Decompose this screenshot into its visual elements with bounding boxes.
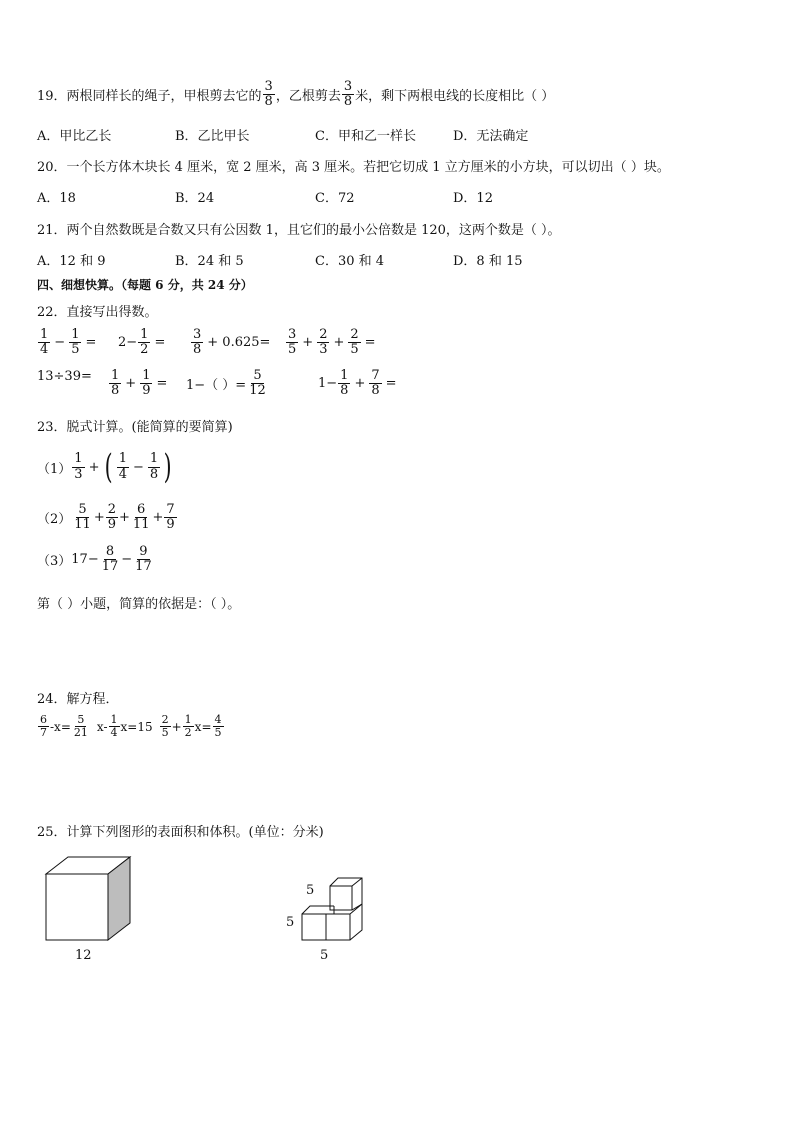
q22-expr-2: 2− $\frac{1}{2}$ = [118, 327, 166, 358]
q21-option-d[interactable]: D．8 和 15 [453, 254, 523, 269]
fig2-bottom-label: 5 [320, 948, 329, 963]
cube-front-face [46, 874, 108, 940]
q22-expr-4: $\frac{3}{5}$ + $\frac{2}{3}$ + $\frac{2}{5}$ = [288, 327, 376, 358]
q22-expr-8: 1− $\frac{1}{8}$ + $\frac{7}{8}$ = [318, 368, 397, 399]
cube-edge-label: 12 [75, 948, 92, 963]
q19-option-c[interactable]: C．甲和乙一样长 [315, 129, 416, 144]
q23-part-2: （2） $\frac{5}{11}$ + $\frac{2}{9}$ + $\frac{6}{11}$ + $\frac{7}{9}$ [37, 502, 175, 533]
q22-expr-5: 13÷39= [37, 369, 92, 384]
left-cube-top [302, 906, 334, 914]
cube-figure [40, 852, 140, 947]
q20-option-c[interactable]: C．72 [315, 191, 355, 206]
q22-expr-3: $\frac{3}{8}$ + 0.625= [193, 327, 271, 358]
q21-stem: 21．两个自然数既是合数又只有公因数 1，且它们的最小公倍数是 120，这两个数是（ ）。 [37, 223, 561, 238]
fig2-left-label: 5 [286, 915, 295, 930]
section-4-title: 四、细想快算。（每题 6 分，共 24 分） [37, 278, 253, 292]
q19-fraction-1: $\frac{3}{8}$ [264, 79, 273, 110]
q20-option-b[interactable]: B．24 [175, 191, 215, 206]
right-cube-front [326, 914, 350, 940]
q23-part-1: （1） $\frac{1}{3}$ + ( $\frac{1}{4}$ − $\frac{1}{8}$ ) [37, 447, 172, 487]
q22-expr-1: $\frac{1}{4}$ − $\frac{1}{5}$ = [40, 327, 97, 358]
q21-option-c[interactable]: C．30 和 4 [315, 254, 385, 269]
q23-part-3: （3） 17− $\frac{8}{17}$ − $\frac{9}{17}$ [37, 544, 152, 575]
fig2-top-label: 5 [306, 883, 315, 898]
q19-option-d[interactable]: D．无法确定 [453, 129, 529, 144]
q23-note: 第（ ）小题，简算的依据是：（ ）。 [37, 597, 241, 612]
q19-option-a[interactable]: A．甲比乙长 [37, 129, 112, 144]
q19-text-c: 米，剩下两根电线的长度相比（ ） [355, 89, 555, 105]
left-cube-front [302, 914, 326, 940]
q23-title: 23．脱式计算。(能简算的要简算) [37, 420, 233, 435]
q22-expr-7: 1−（ ）= $\frac{5}{12}$ [186, 368, 266, 399]
q22-title: 22．直接写出得数。 [37, 305, 158, 320]
q20-option-d[interactable]: D．12 [453, 191, 493, 206]
q19-text-a: 19．两根同样长的绳子，甲根剪去它的 [37, 89, 262, 105]
q20-option-a[interactable]: A．18 [37, 191, 76, 206]
q19-option-b[interactable]: B．乙比甲长 [175, 129, 250, 144]
q24-title: 24．解方程． [37, 692, 119, 707]
q21-option-a[interactable]: A．12 和 9 [37, 254, 106, 269]
q20-stem: 20．一个长方体木块长 4 厘米，宽 2 厘米，高 3 厘米。若把它切成 1 立方厘米的小方块，可以切出（ ）块。 [37, 160, 670, 175]
q19-text-b: ，乙根剪去 [275, 89, 341, 105]
q24-equations: $\frac{6}{7}$ -x= $\frac{5}{21}$ x- $\frac{1}{4}$ x=15 $\frac{2}{5}$ + $\frac{1}{2}$ x= $\frac{4}{5}$ [40, 713, 222, 740]
q19-stem [37, 80, 554, 110]
q22-expr-6: $\frac{1}{8}$ + $\frac{1}{9}$ = [111, 368, 168, 399]
q21-option-b[interactable]: B．24 和 5 [175, 254, 244, 269]
q19-fraction-2: $\frac{3}{8}$ [343, 79, 353, 110]
q25-title: 25．计算下列图形的表面积和体积。(单位：分米) [37, 825, 324, 840]
